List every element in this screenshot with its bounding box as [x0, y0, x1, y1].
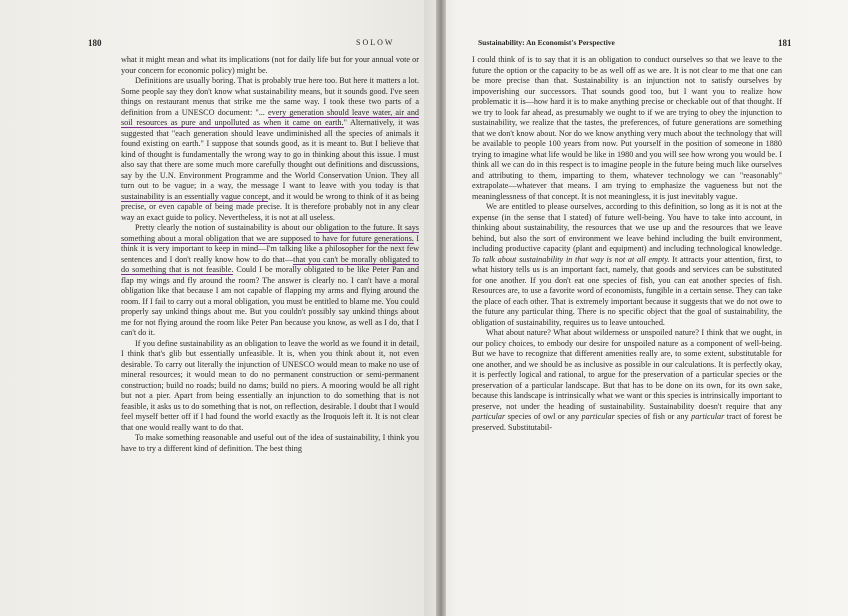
right-page — [424, 0, 848, 616]
underlined-passage: obligation to the future. It says something about a moral obligation that we are supposed to have for future generations. — [121, 223, 419, 243]
italic-text: To talk about sustainability in that way is not at all empty. — [472, 254, 670, 264]
paragraph — [472, 202, 782, 328]
text-run: tract of forest be preserved. Substitutabil- — [472, 412, 783, 432]
paragraph — [121, 339, 419, 434]
text-run: We are entitled to please ourselves, according to this definition, so long as it is not at the expense (in the sense that I stated) of future well-being. You have to take into account, in thinking about sustainability, the resources that we use up and the resources that we leave behind, but also the sort of environment we leave behind including the built environment, including productive capacity (plant and equipment) and including technological knowledge. — [472, 202, 782, 253]
italic-text: particular — [581, 412, 615, 421]
book-gutter — [436, 0, 446, 616]
paragraph — [121, 55, 419, 76]
paragraph — [121, 433, 419, 454]
paragraph — [121, 223, 419, 339]
left-page-number: 180 — [88, 38, 102, 48]
italic-text: particular — [472, 412, 506, 421]
text-run: Could I be morally obligated to be like Peter Pan and flap my wings and fly around the room? The answer is clearly no. I can't have a moral obligation like that because I am not capable of flapping my arms and flying around the room. If I fail to carry out a moral obligation, you must be entitled to blame me. You could properly say unkind things about me. But you couldn't possibly say unkind things about me for not flying around the room like Peter Pan because you know, as well as I do, that I can't do it. — [121, 265, 419, 337]
text-run: what it might mean and what its implications (not for daily life but for your annual vote or your concern for economic policy) might be. — [121, 55, 419, 75]
text-run: It attracts your attention, first, to what history tells us is an important fact, namely, that goods and services can be substituted for one another. If you don't eat one species of fish, you can eat another species of fish. Resources are, to use a favorite word of economists, fungible in a certain sense. They can take the place of each other. That is extremely important because it suggests that we do not owe to the future any particular thing. There is no specific object that the goal of sustainability, the obligation of sustainability, requires us to leave untouched. — [472, 254, 782, 327]
underlined-passage: sustainability is an essentially vague concept — [121, 191, 269, 201]
text-run: To make something reasonable and useful out of the idea of sustainability, I think you have to try a different kind of definition. The best thing — [121, 433, 419, 453]
text-run: species of owl or any — [505, 412, 582, 421]
paragraph — [121, 76, 419, 223]
left-text-column — [121, 55, 419, 454]
text-run: , and it would be wrong to think of it as being precise, or even capable of being made precise. It is therefore probably not in any clear way an exact guide to policy. Nevertheless, it is not at all useless. — [121, 191, 420, 222]
underlined-passage: that you can't be morally obligated to do something that is not feasible. — [121, 254, 419, 274]
text-run: Definitions are usually boring. That is probably true here too. But here it matters a lot. Some people say they don't know what sustainability means, but it sounds good. I've seen things on restaurant menus that strike me the same way. I took these two parts of a definition from a UNESCO document: "... — [121, 76, 419, 117]
text-run: If you define sustainability as an obligation to leave the world as we found it in detail, I think that's glib but essentially unfeasible. It is, when you think about it, not even desirable. To carry out literally the injunction of UNESCO would mean to make no use of mineral resources; it would mean to do no permanent construction or semi-permanent construction; build no roads; build no dams; build no piers. A mooring would be all right but not a pier. Apart from being essentially an injunction to do something that is not feasible, it asks us to do something that is not, on reflection, desirable. I doubt that I would feel myself better off if I had found the world exactly as the Iroquois left it. It is not clear that one would really want to do that. — [121, 338, 419, 432]
right-page-number: 181 — [778, 38, 792, 48]
text-run: Pretty clearly the notion of sustainability is about our — [135, 223, 316, 232]
paragraph — [472, 55, 782, 202]
left-running-head: SOLOW — [356, 38, 395, 47]
text-run: " Alternatively, it was suggested that "each generation should leave undiminished all the species of animals it found existing on earth." I suppose that sounds good, as it is meant to. But I believe that kind of thought is fundamentally the wrong way to go in thinking about this issue. I must also say that there are some much more carefully thought out definitions and discussions, say by the U.N. Environment Programme and the World Conservation Union. They all turn out to be vague; in a way, the message I want to leave with you today is that — [121, 118, 419, 190]
text-run: species of fish or any — [614, 412, 692, 421]
text-run: I could think of is to say that it is an obligation to conduct ourselves so that we leave to the future the option or the capacity to be as well off as we are. It is not clear to me that one can be more precise than that. Sustainability is an injunction not to satisfy ourselves by impoverishing our successors. That sounds good too, but I want you to realize how problematic it is—how hard it is to make anything precise or checkable out of that thought. If we try to look far ahead, as presumably we ought to if we are trying to obey the injunction to sustainability, we realize that the tastes, the preferences, of future generations are something that we don't know about. Nor do we know anything very much about the technology that will be available to people 100 years from now. Put yourself in the position of someone in 1880 trying to imagine what life would be like in 1980 and you will see how wrong you would be. I think all we can do in this respect is to imagine people in the future being much like ourselves and attributing to them, imparting to them, whatever technology we can "reasonably" extrapolate—whatever that means. I am trying to emphasize the vagueness but not the meaninglessness of that concept. It is not meaningless, it is just inevitably vague. — [472, 55, 782, 201]
text-run: What about nature? What about wilderness or unspoiled nature? I think that we ought, in our policy choices, to embody our desire for unspoiled nature as a component of well-being. But we have to recognize that different amenities really are, to some extent, substitutable for one another, and we should be as inclusive as possible in our calculations. It is perfectly okay, it is perfectly logical and rational, to argue for the preservation of a particular species or the preservation of a particular landscape. But that has to be done on its own, for its own sake, because this landscape is intrinsically what we want or this species is intrinsically important to preserve, not under the heading of sustainability. Sustainability doesn't require that any — [472, 328, 782, 411]
text-run: I think it is very important to keep in mind—I'm talking like a philosopher for the next few sentences and I don't really know how to do that— — [121, 233, 419, 264]
underlined-passage: every generation should leave water, air and soil resources as pure and unpolluted as when it came on earth. — [121, 107, 420, 127]
italic-text: particular — [691, 412, 725, 421]
right-running-head: Sustainability: An Economist's Perspective — [478, 38, 615, 47]
paragraph — [472, 328, 782, 433]
right-text-column — [472, 55, 782, 433]
